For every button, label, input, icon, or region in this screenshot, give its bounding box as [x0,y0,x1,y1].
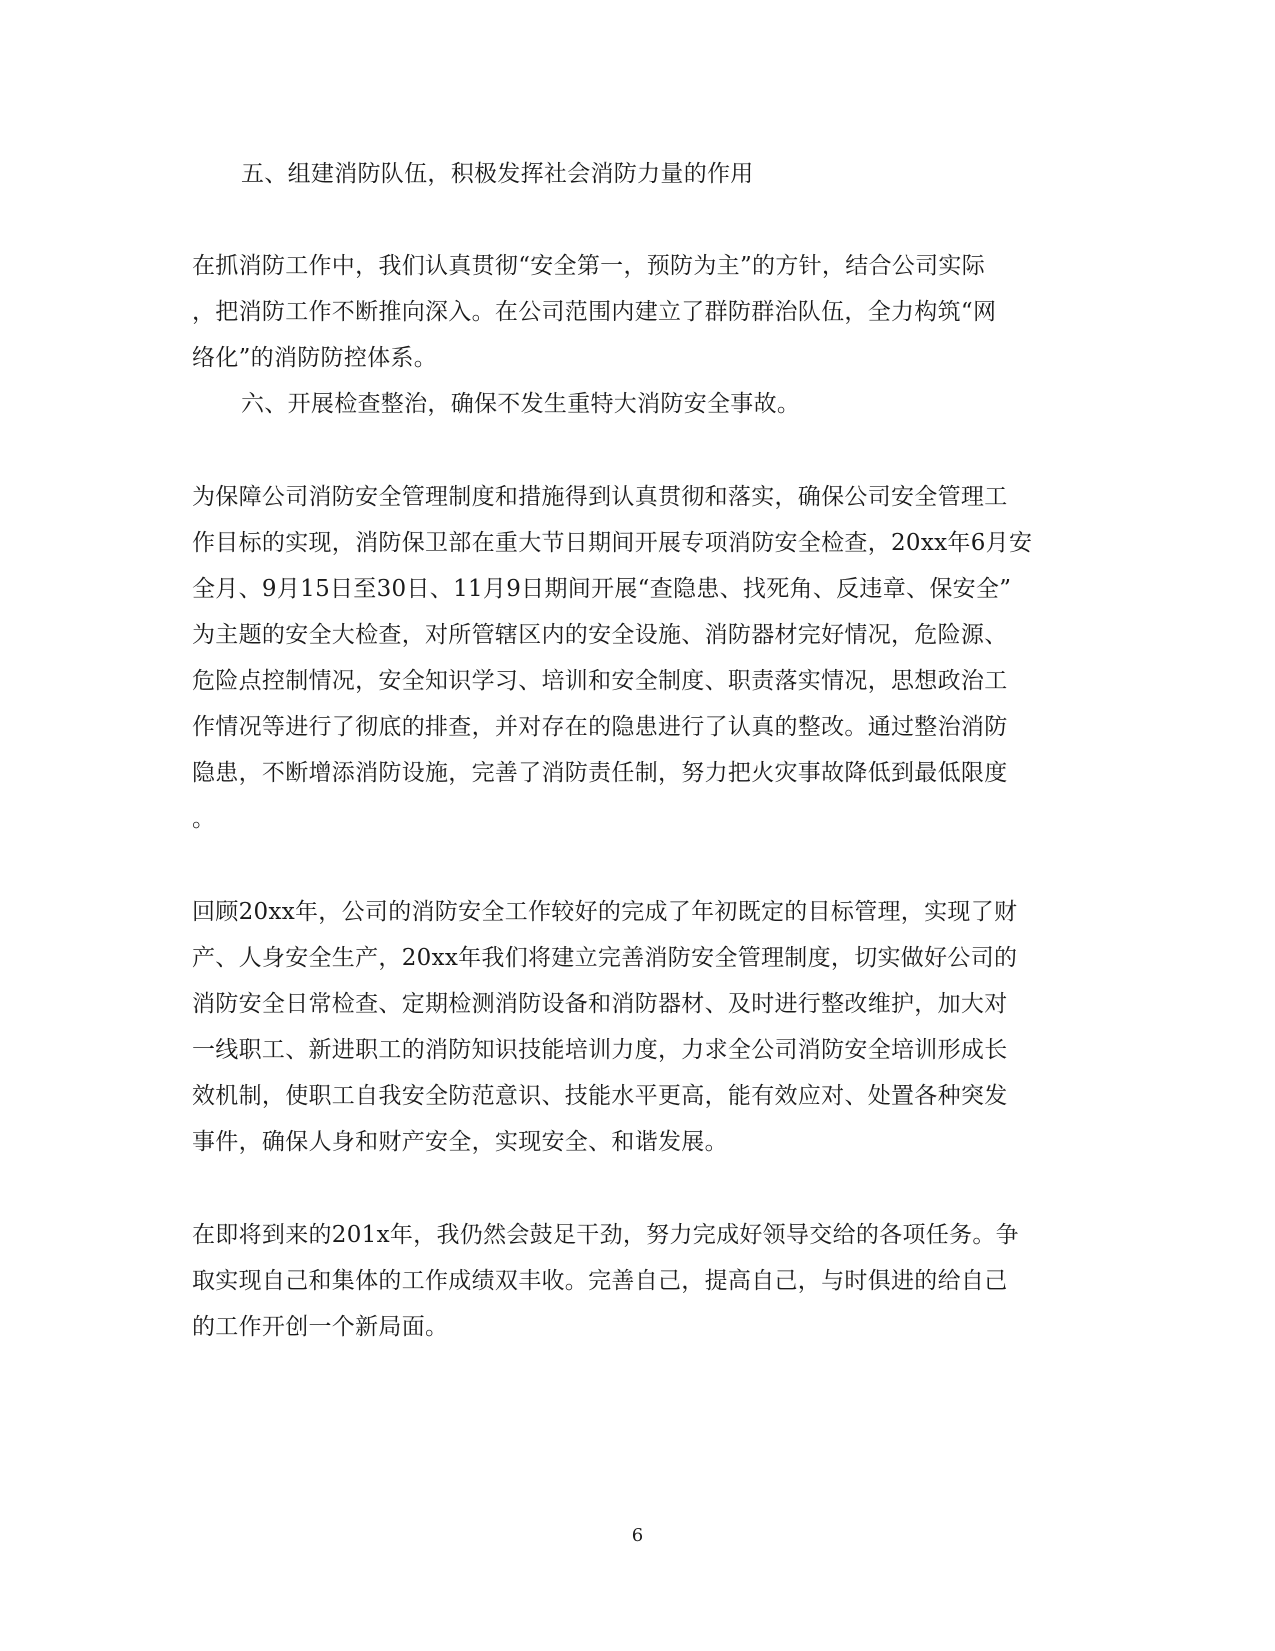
paragraph-3-line-2: 产、人身安全生产，20xx年我们将建立完善消防安全管理制度，切实做好公司的 [192,945,1018,971]
paragraph-3-line-4: 一线职工、新进职工的消防知识技能培训力度，力求全公司消防安全培训形成长 [192,1037,1008,1063]
paragraph-3-line-5: 效机制，使职工自我安全防范意识、技能水平更高，能有效应对、处置各种突发 [192,1083,1008,1109]
paragraph-2-line-8: 。 [192,806,216,832]
paragraph-2-line-1: 为保障公司消防安全管理制度和措施得到认真贯彻和落实，确保公司安全管理工 [192,484,1008,510]
paragraph-2-line-7: 隐患，不断增添消防设施，完善了消防责任制，努力把火灾事故降低到最低限度 [192,760,1008,786]
paragraph-3-line-3: 消防安全日常检查、定期检测消防设备和消防器材、及时进行整改维护，加大对 [192,991,1008,1017]
paragraph-3-line-1: 回顾20xx年，公司的消防安全工作较好的完成了年初既定的目标管理，实现了财 [192,899,1018,925]
paragraph-3-line-6: 事件，确保人身和财产安全，实现安全、和谐发展。 [192,1129,728,1155]
paragraph-1-line-3: 络化”的消防防控体系。 [192,345,438,371]
page-number: 6 [631,1525,644,1546]
section-heading-6: 六、开展检查整治，确保不发生重特大消防安全事故。 [241,391,801,417]
paragraph-4-line-2: 取实现自己和集体的工作成绩双丰收。完善自己，提高自己，与时俱进的给自己 [192,1268,1008,1294]
paragraph-2-line-5: 危险点控制情况，安全知识学习、培训和安全制度、职责落实情况，思想政治工 [192,668,1008,694]
paragraph-2-line-2: 作目标的实现，消防保卫部在重大节日期间开展专项消防安全检查，20xx年6月安 [192,530,1033,556]
section-heading-5: 五、组建消防队伍，积极发挥社会消防力量的作用 [241,161,754,187]
paragraph-2-line-3: 全月、9月15日至30日、11月9日期间开展“查隐患、找死角、反违章、保安全” [192,576,1012,602]
paragraph-2-line-4: 为主题的安全大检查，对所管辖区内的安全设施、消防器材完好情况，危险源、 [192,622,1008,648]
paragraph-1-line-1: 在抓消防工作中，我们认真贯彻“安全第一，预防为主”的方针，结合公司实际 [192,253,986,279]
paragraph-2-line-6: 作情况等进行了彻底的排查，并对存在的隐患进行了认真的整改。通过整治消防 [192,714,1008,740]
paragraph-4-line-1: 在即将到来的201x年，我仍然会鼓足干劲，努力完成好领导交给的各项任务。争 [192,1222,1019,1248]
paragraph-1-line-2: ，把消防工作不断推向深入。在公司范围内建立了群防群治队伍，全力构筑“网 [192,299,997,325]
paragraph-4-line-3: 的工作开创一个新局面。 [192,1314,449,1340]
